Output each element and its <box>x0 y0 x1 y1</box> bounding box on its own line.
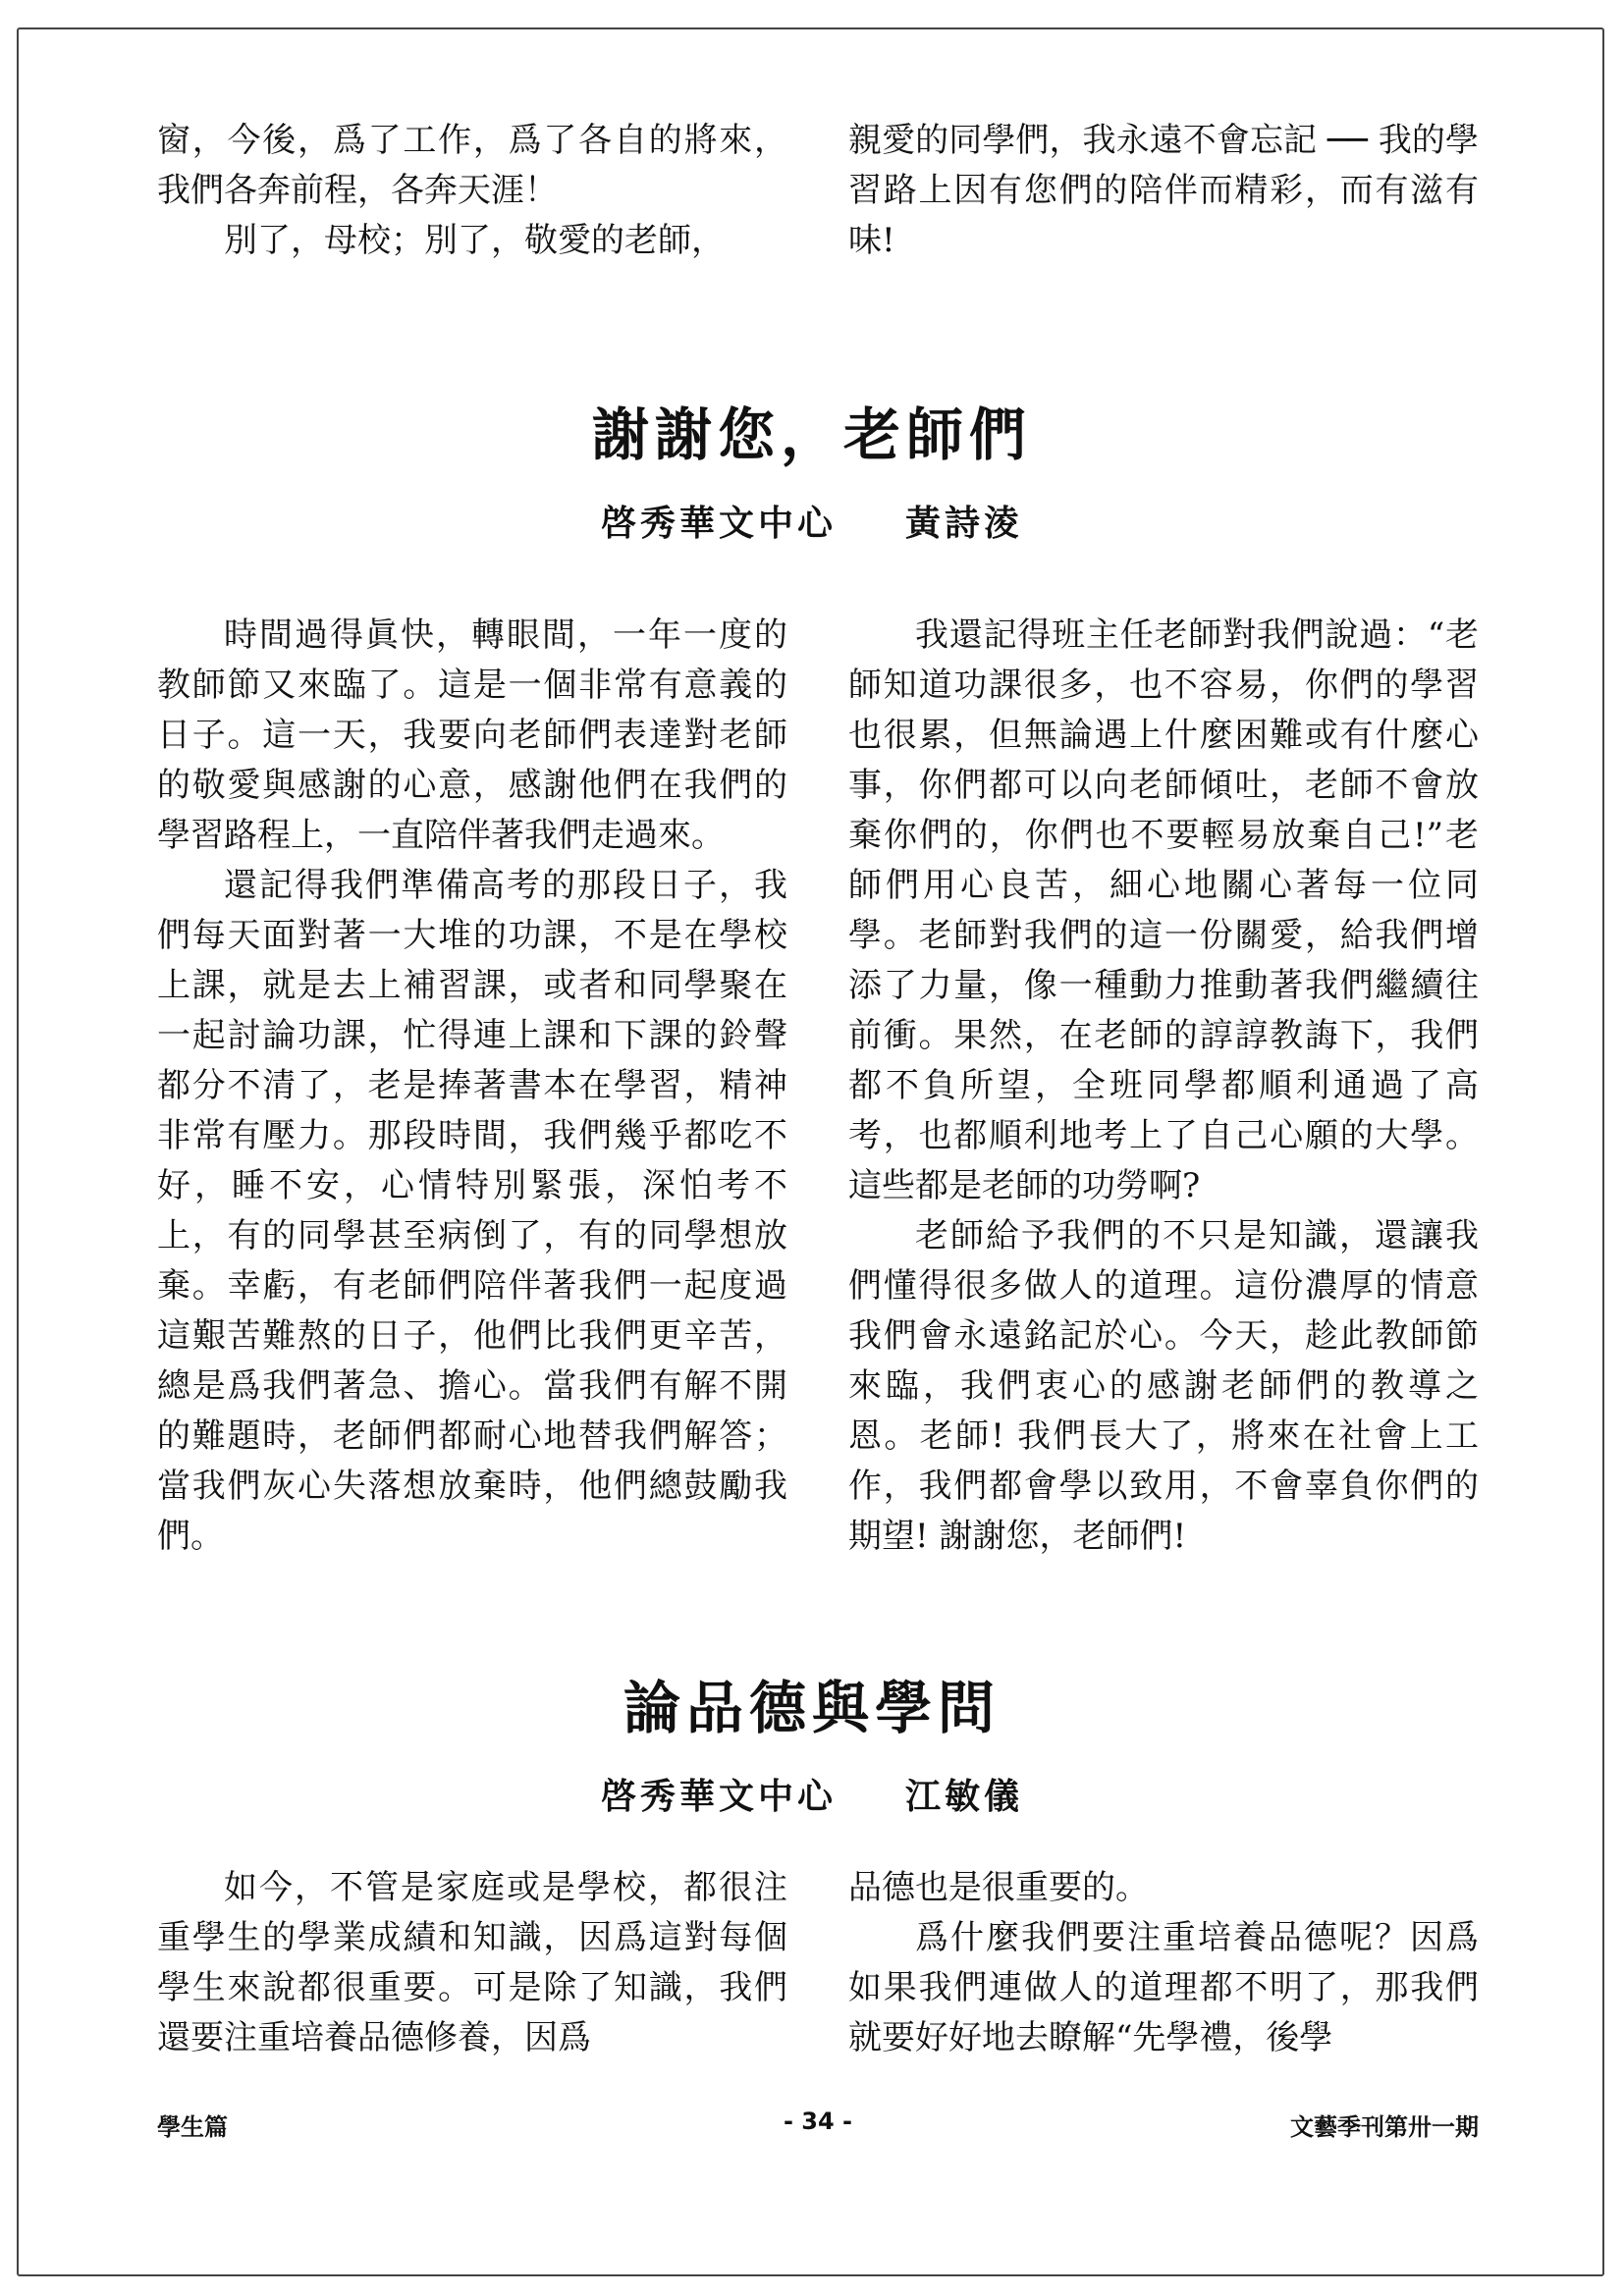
author-name: 黃詩淩 <box>905 503 1024 544</box>
paragraph: 老師給予我們的不只是知識，還讓我們懂得很多做人的道理。這份濃厚的情意我們會永遠銘記於心。今天，趁此教師節來臨，我們衷心的感謝老師們的教導之恩。老師! 我們長大了，將來在社會上工作，我們都會學以致用，不會辜負你們的期望! 謝謝您，老師們! <box>848 1216 1479 1556</box>
paragraph: 窗，今後，爲了工作，爲了各自的將來，我們各奔前程，各奔天涯！ <box>157 121 787 210</box>
page-number: - 34 - <box>783 2108 853 2135</box>
article-byline <box>0 1769 1624 1819</box>
article-body <box>157 1863 1479 2063</box>
continued-left-column <box>157 116 787 266</box>
author-name: 江敏儀 <box>905 1776 1024 1817</box>
author-school: 啓秀華文中心 <box>600 503 837 544</box>
article-left-column <box>157 611 787 1562</box>
section-label: 學生篇 <box>157 2113 228 2141</box>
article-right-column <box>848 1863 1479 2063</box>
article-left-column <box>157 1863 787 2063</box>
article-byline <box>0 496 1624 546</box>
article-right-column <box>848 611 1479 1562</box>
article-title: 謝謝您，老師們 <box>591 401 1032 468</box>
paragraph: 如今，不管是家庭或是學校，都很注重學生的學業成績和知識，因爲這對每個學生來說都很重要。可是除了知識，我們還要注重培養品德修養，因爲 <box>157 1868 787 2057</box>
paragraph: 品德也是很重要的。 <box>848 1868 1149 1907</box>
paragraph: 親愛的同學們，我永遠不會忘記 ── 我的學習路上因有您們的陪伴而精彩，而有滋有味! <box>848 121 1479 260</box>
paragraph: 我還記得班主任老師對我們說過：“老師知道功課很多，也不容易，你們的學習也很累，但無論遇上什麼困難或有什麼心事，你們都可以向老師傾吐，老師不會放棄你們的，你們也不要輕易放棄自己!”老師們用心良苦，細心地關心著每一位同學。老師對我們的這一份關愛，給我們增添了力量，像一種動力推動著我們繼續往前衝。果然，在老師的諄諄教誨下，我們都不負所望，全班同學都順利通過了高考，也都順利地考上了自己心願的大學。這些都是老師的功勞啊? <box>848 615 1479 1205</box>
continued-text-section <box>157 116 1479 266</box>
paragraph: 別了，母校；別了，敬愛的老師， <box>224 221 725 260</box>
article-body <box>157 611 1479 1562</box>
paragraph: 還記得我們準備高考的那段日子，我們每天面對著一大堆的功課，不是在學校上課，就是去上補習課，或者和同學聚在一起討論功課，忙得連上課和下課的鈴聲都分不清了，老是捧著書本在學習，精神非常有壓力。那段時間，我們幾乎都吃不好，睡不安，心情特別緊張，深怕考不上，有的同學甚至病倒了，有的同學想放棄。幸虧，有老師們陪伴著我們一起度過這艱苦難熬的日子，他們比我們更辛苦，總是爲我們著急、擔心。當我們有解不開的難題時，老師們都耐心地替我們解答；當我們灰心失落想放棄時，他們總鼓勵我們。 <box>157 866 787 1556</box>
paragraph: 時間過得眞快，轉眼間，一年一度的教師節又來臨了。這是一個非常有意義的日子。這一天，我要向老師們表達對老師的敬愛與感謝的心意，感謝他們在我們的學習路程上，一直陪伴著我們走過來。 <box>157 615 787 855</box>
author-school: 啓秀華文中心 <box>600 1776 837 1817</box>
paragraph: 爲什麼我們要注重培養品德呢？因爲如果我們連做人的道理都不明了，那我們就要好好地去瞭解“先學禮，後學 <box>848 1918 1479 2057</box>
publication-name: 文藝季刊第卅一期 <box>1290 2113 1479 2141</box>
article-title: 論品德與學問 <box>623 1675 1001 1741</box>
page-footer <box>157 2108 1479 2147</box>
continued-right-column <box>848 116 1479 266</box>
